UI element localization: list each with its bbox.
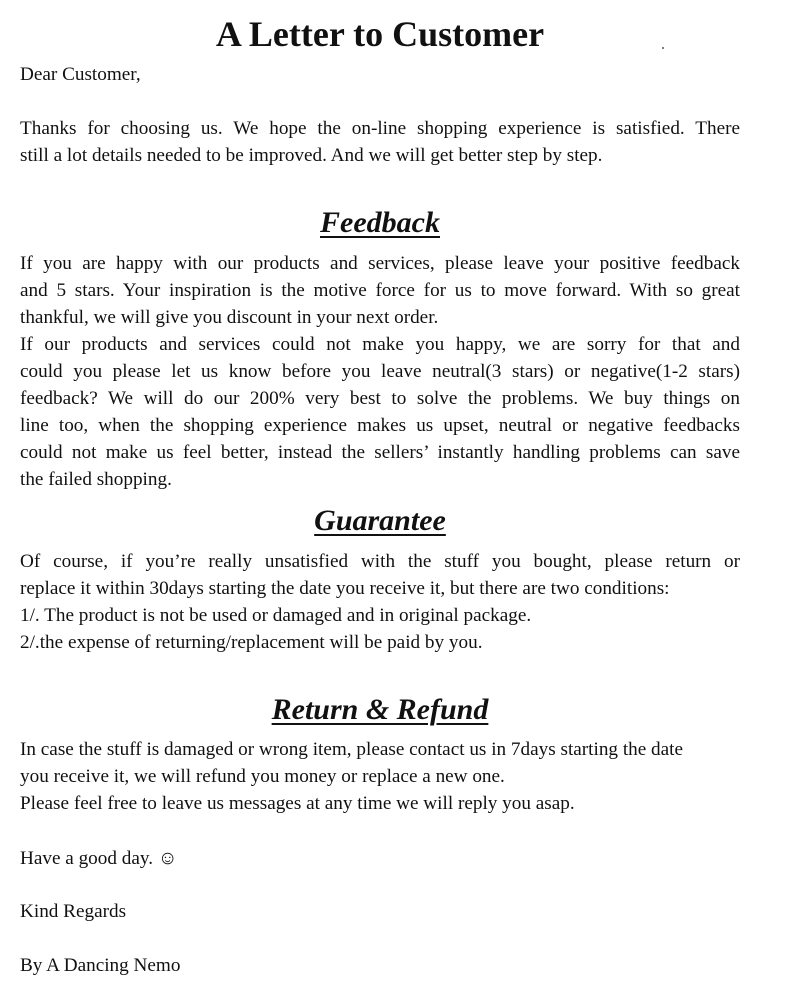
intro-paragraph (20, 115, 740, 169)
feedback-line: If our products and services could not make you happy, we are sorry for that and (20, 334, 740, 355)
guarantee-heading: Guarantee (314, 504, 446, 537)
feedback-line: thankful, we will give you discount in your next order. (20, 307, 439, 328)
feedback-line: and 5 stars. Your inspiration is the motive force for us to move forward. With so great (20, 280, 740, 301)
feedback-line: feedback? We will do our 200% very best to solve the problems. We buy things on (20, 388, 740, 409)
guarantee-line: 1/. The product is not be used or damaged and in original package. (20, 605, 532, 626)
refund-line: you receive it, we will refund you money or replace a new one. (20, 766, 505, 787)
refund-line: Please feel free to leave us messages at any time we will reply you asap. (20, 793, 575, 814)
greeting: Dear Customer, (20, 64, 141, 85)
stray-dot (662, 47, 664, 49)
closing-line: Have a good day. ☺ (20, 848, 178, 869)
feedback-line: could not make us feel better, instead the sellers’ instantly handling problems can save (20, 442, 740, 463)
refund-line: In case the stuff is damaged or wrong item, please contact us in 7days starting the date (20, 739, 684, 760)
feedback-paragraph (20, 250, 740, 493)
intro-line: still a lot details needed to be improved. And we will get better step by step. (20, 145, 603, 166)
feedback-line: If you are happy with our products and services, please leave your positive feedback (20, 253, 740, 274)
intro-line: Thanks for choosing us. We hope the on-line shopping experience is satisfied. There (20, 118, 740, 139)
feedback-line: line too, when the shopping experience makes us upset, neutral or negative feedbacks (20, 415, 740, 436)
feedback-line: could you please let us know before you leave neutral(3 stars) or negative(1-2 stars) (20, 361, 740, 382)
letter-title: A Letter to Customer (215, 14, 545, 54)
guarantee-line: replace it within 30days starting the date you receive it, but there are two conditions: (20, 578, 670, 599)
feedback-line: the failed shopping. (20, 469, 172, 490)
signature-line: By A Dancing Nemo (20, 955, 181, 976)
feedback-heading: Feedback (320, 206, 440, 239)
guarantee-line: Of course, if you’re really unsatisfied with the stuff you bought, please return or (20, 551, 740, 572)
refund-heading: Return & Refund (271, 693, 489, 726)
guarantee-paragraph (20, 548, 740, 656)
refund-paragraph (20, 736, 740, 817)
guarantee-line: 2/.the expense of returning/replacement will be paid by you. (20, 632, 483, 653)
regards-line: Kind Regards (20, 901, 127, 922)
